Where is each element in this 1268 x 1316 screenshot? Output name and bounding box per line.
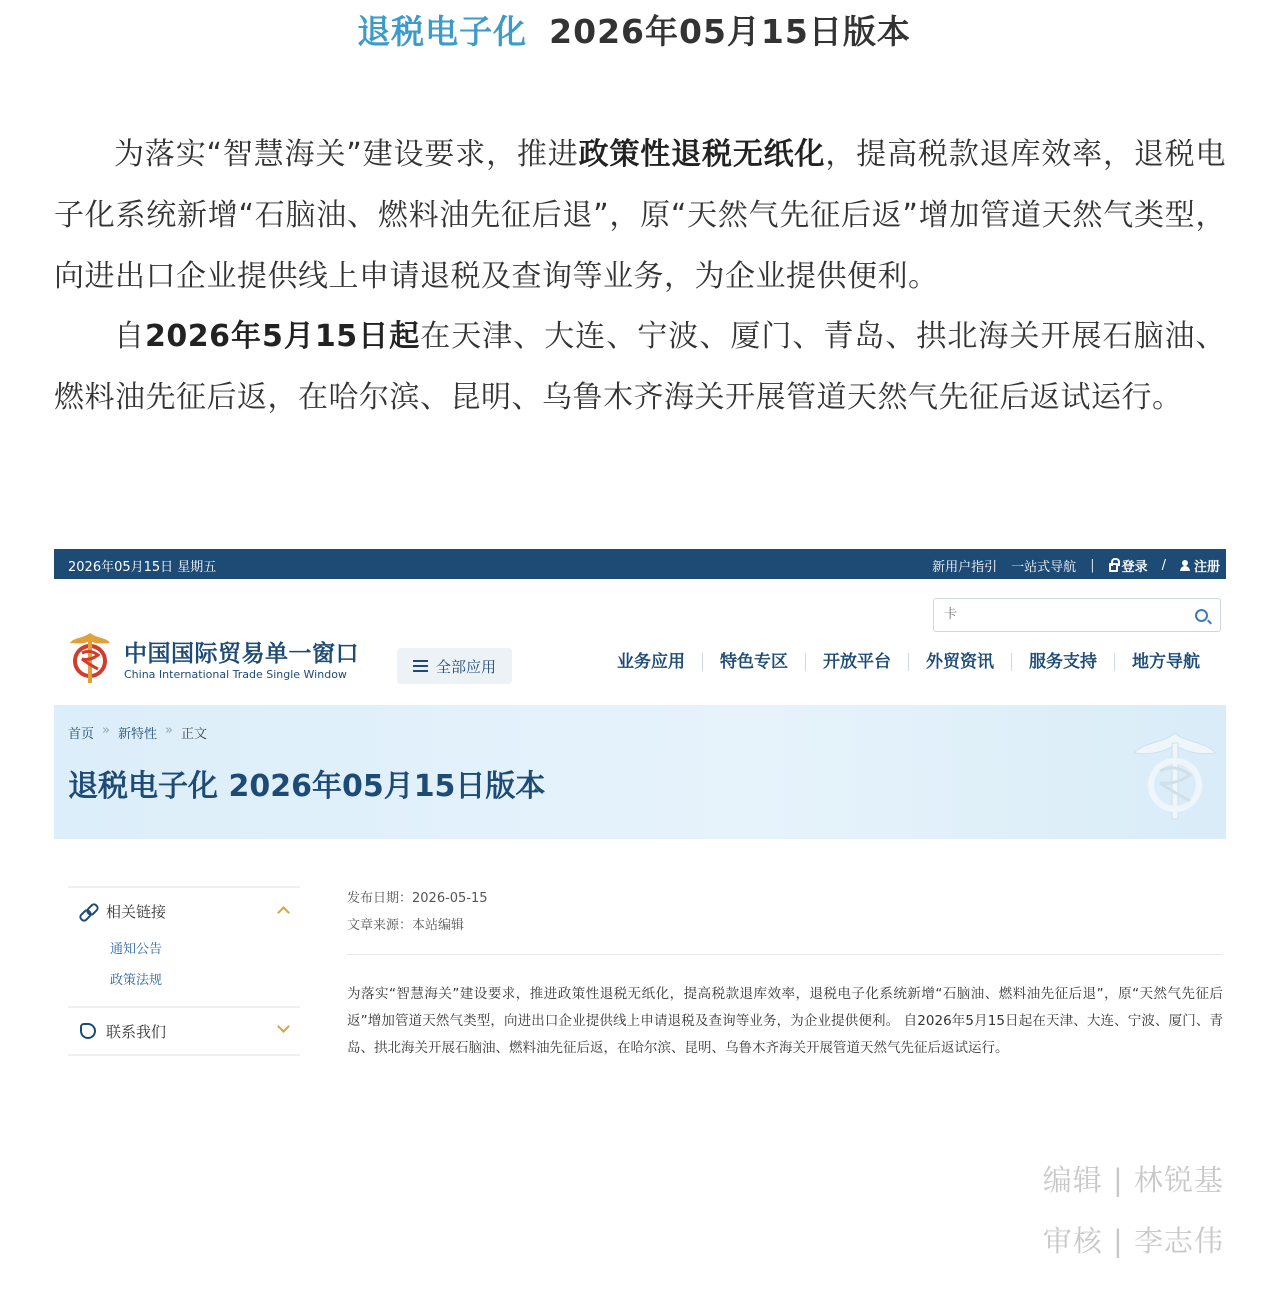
breadcrumb: [68, 723, 207, 742]
breadcrumb-sep-2: »: [165, 723, 173, 738]
page-title-accent: 退税电子化: [357, 12, 528, 51]
page-title: [0, 6, 1268, 53]
sidebar-item-notices[interactable]: 通知公告: [110, 942, 163, 957]
user-icon: [1180, 560, 1190, 571]
login-label: 登录: [1121, 560, 1148, 575]
topbar-links: [932, 556, 1220, 575]
topbar-date: 2026年05月15日 星期五: [68, 560, 217, 575]
link-icon: [80, 903, 96, 919]
sidebar-item-policies[interactable]: 政策法规: [110, 973, 163, 988]
new-user-guide-link[interactable]: 新用户指引: [932, 560, 998, 575]
main-nav: [600, 653, 1217, 671]
chevron-down-icon: [277, 1020, 290, 1033]
one-stop-nav-link[interactable]: 一站式导航: [1011, 560, 1077, 575]
editor-credit: 编辑 | 林锐基: [1042, 1163, 1224, 1197]
sidebar-section-contact-us[interactable]: [68, 1008, 300, 1054]
reviewer-credit: 审核 | 李志伟: [1042, 1224, 1224, 1258]
p2-bold-date: 2026年5月15日起: [145, 319, 421, 354]
contact-us-label: 联系我们: [106, 1022, 167, 1041]
breadcrumb-section[interactable]: 新特性: [117, 727, 157, 742]
embedded-website-screenshot: [54, 549, 1226, 1069]
breadcrumb-home[interactable]: 首页: [68, 727, 95, 742]
site-search-input[interactable]: [944, 599, 1184, 629]
page-title-version: 2026年05月15日版本: [549, 12, 911, 51]
nav-item-business-apps[interactable]: 业务应用: [617, 652, 685, 672]
article-body: 为落实“智慧海关”建设要求，推进政策性退税无纸化，提高税款退库效率，退税电子化系统新增“石脑油、燃料油先征后退”，原“天然气先征后返”增加管道天然气类型，向进出口企业提供线上申请退税及查询等业务，为企业提供便利。 自2026年5月15日起在天津、大连、宁波、厦门、青岛、拱北海关开展石脑油、燃料油先征后返，在哈尔滨、昆明、乌鲁木齐海关开展管道天然气先征后返试运行。: [347, 986, 1223, 1056]
publish-date: 发布日期：2026-05-15: [347, 891, 488, 906]
site-logo-en: China International Trade Single Window: [124, 668, 347, 681]
article-paragraph-2: [54, 306, 1226, 428]
breadcrumb-current: 正文: [180, 727, 207, 742]
login-register-slash: /: [1161, 558, 1166, 573]
phone-icon: [80, 1023, 96, 1039]
sidebar-divider-bottom: [68, 1054, 300, 1056]
site-topbar: [54, 549, 1226, 579]
single-window-logo-icon: [68, 629, 112, 687]
article-divider: [347, 954, 1223, 955]
menu-icon: [413, 660, 428, 672]
nav-item-trade-news[interactable]: 外贸资讯: [908, 653, 1011, 671]
nav-item-open-platform[interactable]: 开放平台: [805, 653, 908, 671]
p1-text-c: ，提高税款退库效率，退税电子化系统新增“石脑油、燃料油先征后退”，原“天然气先征后返”增加管道天然气类型，向进出口企业提供线上申请退税及查询等业务，为企业提供便利。: [54, 137, 1227, 294]
all-apps-label: 全部应用: [435, 657, 496, 676]
customs-emblem-watermark-icon: [1130, 727, 1220, 823]
register-label: 注册: [1193, 560, 1220, 575]
article-paragraph-1: [54, 124, 1226, 307]
nav-item-local-nav[interactable]: 地方导航: [1114, 653, 1217, 671]
p2-text-c: 在天津、大连、宁波、厦门、青岛、拱北海关开展石脑油、燃料油先征后返，在哈尔滨、昆明、乌鲁木齐海关开展管道天然气先征后返试运行。: [54, 319, 1227, 415]
breadcrumb-sep-1: »: [102, 723, 110, 738]
lock-icon: [1109, 563, 1118, 572]
all-apps-button[interactable]: [397, 648, 512, 684]
sidebar: [68, 886, 300, 1056]
p2-text-a: 自: [114, 319, 146, 354]
banner-title: 退税电子化 2026年05月15日版本: [68, 769, 546, 804]
chevron-up-icon: [277, 906, 290, 919]
register-link[interactable]: [1180, 556, 1220, 575]
nav-item-featured-zone[interactable]: 特色专区: [702, 653, 805, 671]
p1-text-a: 为落实“智慧海关”建设要求，推进: [114, 137, 579, 172]
site-logo-cn[interactable]: 中国国际贸易单一窗口: [124, 641, 359, 667]
article-banner: [54, 705, 1226, 839]
topbar-separator: |: [1090, 558, 1095, 573]
sidebar-section-related-links[interactable]: [68, 888, 300, 934]
related-links-label: 相关链接: [106, 902, 167, 921]
nav-item-service-support[interactable]: 服务支持: [1011, 653, 1114, 671]
article-meta: [347, 885, 488, 939]
site-search-box: [933, 598, 1221, 632]
search-icon[interactable]: [1195, 609, 1208, 622]
article-source: 文章来源：本站编辑: [347, 918, 465, 933]
p1-bold: 政策性退税无纸化: [578, 137, 826, 172]
login-link[interactable]: [1109, 556, 1148, 575]
